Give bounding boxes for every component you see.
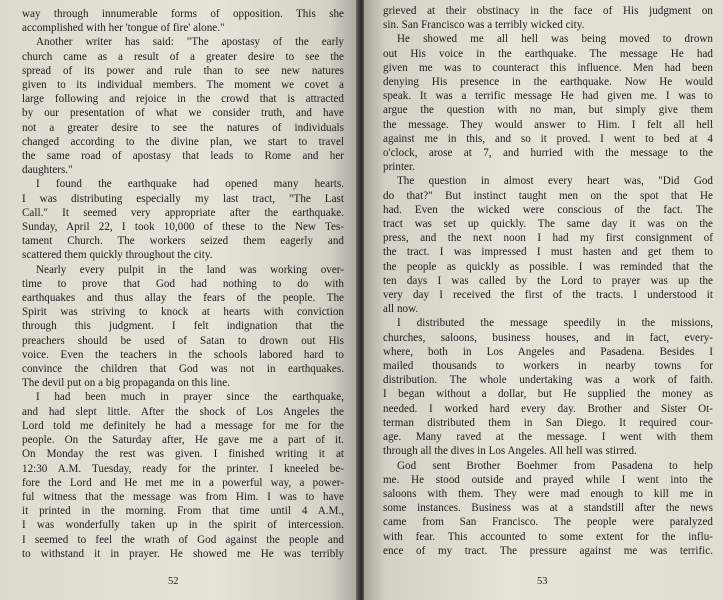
text-line: Spirit was striving to knock at hearts with conviction	[22, 306, 344, 319]
text-line: the same road of apostasy that leads to Rome and her	[22, 150, 344, 163]
text-line: Call." It seemed very appropriate after the earthquake.	[22, 206, 344, 219]
text-line: tament Church. The workers seized them eagerly and	[22, 235, 344, 248]
text-line: voice. Even the teachers in the schools labored hard to	[22, 348, 344, 361]
text-line: through all the dives in Los Angeles. All hell was stirred.	[383, 445, 637, 458]
text-line: where, both in Los Angeles and Pasadena. Besides I	[383, 345, 713, 358]
text-line: some instances. Business was at a standstill after the news	[383, 502, 713, 515]
text-line: church came as a result of a greater desire to see the	[22, 50, 344, 63]
text-line: tract was set up quickly. The same day it was on the	[383, 218, 713, 231]
text-line: scattered them quickly throughout the city.	[22, 249, 213, 262]
text-line: Lord told me definitely he had a message for me for the	[22, 419, 344, 432]
text-line: ence of my tract. The pressure against me was terrific.	[383, 544, 713, 557]
text-line: I had been much in prayer since the earthquake,	[36, 391, 344, 404]
left-page-text	[22, 7, 344, 561]
text-line: all now.	[383, 303, 419, 316]
text-line: with fear. This accounted to some extent for the influ-	[383, 530, 713, 543]
text-line: out His voice in the earthquake. The message He had	[383, 47, 713, 60]
text-line: distribution. The whole undertaking was a work of faith.	[383, 374, 713, 387]
text-line: fore the Lord and He met me in a powerful way, a power-	[22, 476, 344, 489]
text-line: time to prove that God had nothing to do with	[22, 277, 344, 290]
text-line: had. Even the wicked were conscious of the fact. The	[383, 203, 713, 216]
text-line: and had slept little. After the shock of Los Angeles the	[22, 405, 344, 418]
text-line: age. Many raved at the message. I went with them	[383, 431, 713, 444]
text-line: I seemed to feel the wrath of God against the people and	[22, 533, 344, 546]
text-line: through this judgment. I felt indignation that the	[22, 320, 344, 333]
text-line: I was wonderfully taken up in the spirit of intercession.	[22, 519, 344, 532]
left-page-number: 52	[168, 576, 179, 587]
right-page-number: 53	[537, 576, 548, 587]
text-line: ten days I was called by the Lord to prayer was up the	[383, 274, 713, 287]
text-line: churches, saloons, business houses, and in fact, every-	[383, 331, 713, 344]
text-line: given me was to counteract this influence. Men had been	[383, 61, 713, 74]
text-line: do that?" But instinct taught men on the spot that He	[383, 189, 713, 202]
text-line: not a greater desire to see the natures of individuals	[22, 121, 344, 134]
left-page	[0, 0, 358, 600]
text-line: changed according to the divine plan, we start to travel	[22, 135, 344, 148]
text-line: needed. I worked hard every day. Brother and Sister Ot-	[383, 402, 713, 415]
text-line: The question in almost every heart was, "Did God	[397, 175, 713, 188]
text-line: I found the earthquake had opened many hearts.	[36, 178, 344, 191]
text-line: Nearly every pulpit in the land was working over-	[36, 263, 344, 276]
text-line: I distributed the message speedily in the missions,	[397, 317, 713, 330]
text-line: terman distributed them in San Diego. It required cour-	[383, 416, 713, 429]
text-line: Sunday, April 22, I took 10,000 of these to the New Tes-	[22, 221, 344, 234]
text-line: He showed me all hell was being moved to drown	[397, 33, 713, 46]
text-line: mailed thousands to workers in nearby towns for	[383, 360, 713, 373]
text-line: to withstand it in prayer. He showed me He was terribly	[22, 547, 344, 560]
text-line: I was distributing especially my last tract, "The Last	[22, 192, 344, 205]
text-line: very day I received the first of the tracts. I understood it	[383, 289, 713, 302]
text-line: came from San Francisco. The people were paralyzed	[383, 516, 713, 529]
text-line: the tract. I was impressed I must hasten and get them to	[383, 246, 713, 259]
text-line: The devil put on a big propaganda on this line.	[22, 377, 230, 390]
text-line: large following and rejoice in the crowd that is attracted	[22, 93, 344, 106]
text-line: On Monday the rest was given. I finished writing it at	[22, 448, 344, 461]
text-line: people. On the Saturday after, He gave me a part of it.	[22, 434, 344, 447]
text-line: God sent Brother Boehmer from Pasadena to help	[397, 459, 713, 472]
text-line: I began without a dollar, but He supplied the money as	[383, 388, 713, 401]
text-line: Another writer has said: "The apostasy of the early	[36, 36, 344, 49]
text-line: against me in this, and so it proved. I went to bed at 4	[383, 132, 713, 145]
text-line: convince the children that God was not in earthquakes.	[22, 363, 344, 376]
text-line: ful witness that the message was from Him. I was to have	[22, 490, 344, 503]
text-line: the message. They would answer to Him. I felt all hell	[383, 118, 713, 131]
text-line: o'clock, arose at 7, and hurried with the message to the	[383, 147, 713, 160]
text-line: saloons with them. They were mad enough to kill me in	[383, 487, 713, 500]
text-line: daughters."	[22, 164, 73, 177]
right-page-text	[383, 4, 713, 558]
text-line: the people as quickly as possible. I was reminded that the	[383, 260, 713, 273]
text-line: printer.	[383, 161, 415, 174]
text-line: way through innumerable forms of opposition. This she	[22, 8, 344, 20]
text-line: argue the question with no man, but simply give them	[383, 104, 713, 117]
text-line: sin. San Francisco was a terribly wicked city.	[383, 19, 585, 32]
text-line: denying His presence in the earthquake. Now He would	[383, 76, 713, 89]
text-line: given to its individual members. The moment we covet a	[22, 79, 344, 92]
text-line: it printed in the morning. From that time until 4 A.M.,	[22, 505, 344, 518]
text-line: preachers should be used of Satan to drown out His	[22, 334, 344, 347]
text-line: speak. It was a terrific message He had given me. I was to	[383, 90, 713, 103]
text-line: spread of its power and rule than to see new natures	[22, 64, 344, 77]
text-line: by our presentation of what we consider truth, and have	[22, 107, 344, 120]
text-line: me. He stood outside and prayed while I went into the	[383, 473, 713, 486]
text-line: 12:30 A.M. Tuesday, ready for the printer. I kneeled be-	[22, 462, 344, 475]
text-line: grieved at their obstinacy in the face of His judgment on	[383, 5, 713, 17]
text-line: earthquakes and thus allay the fears of the people. The	[22, 292, 344, 305]
text-line: accomplished with her 'tongue of fire' alone."	[22, 22, 225, 35]
right-page	[364, 0, 723, 600]
text-line: press, and the next noon I had my first consignment of	[383, 232, 713, 245]
